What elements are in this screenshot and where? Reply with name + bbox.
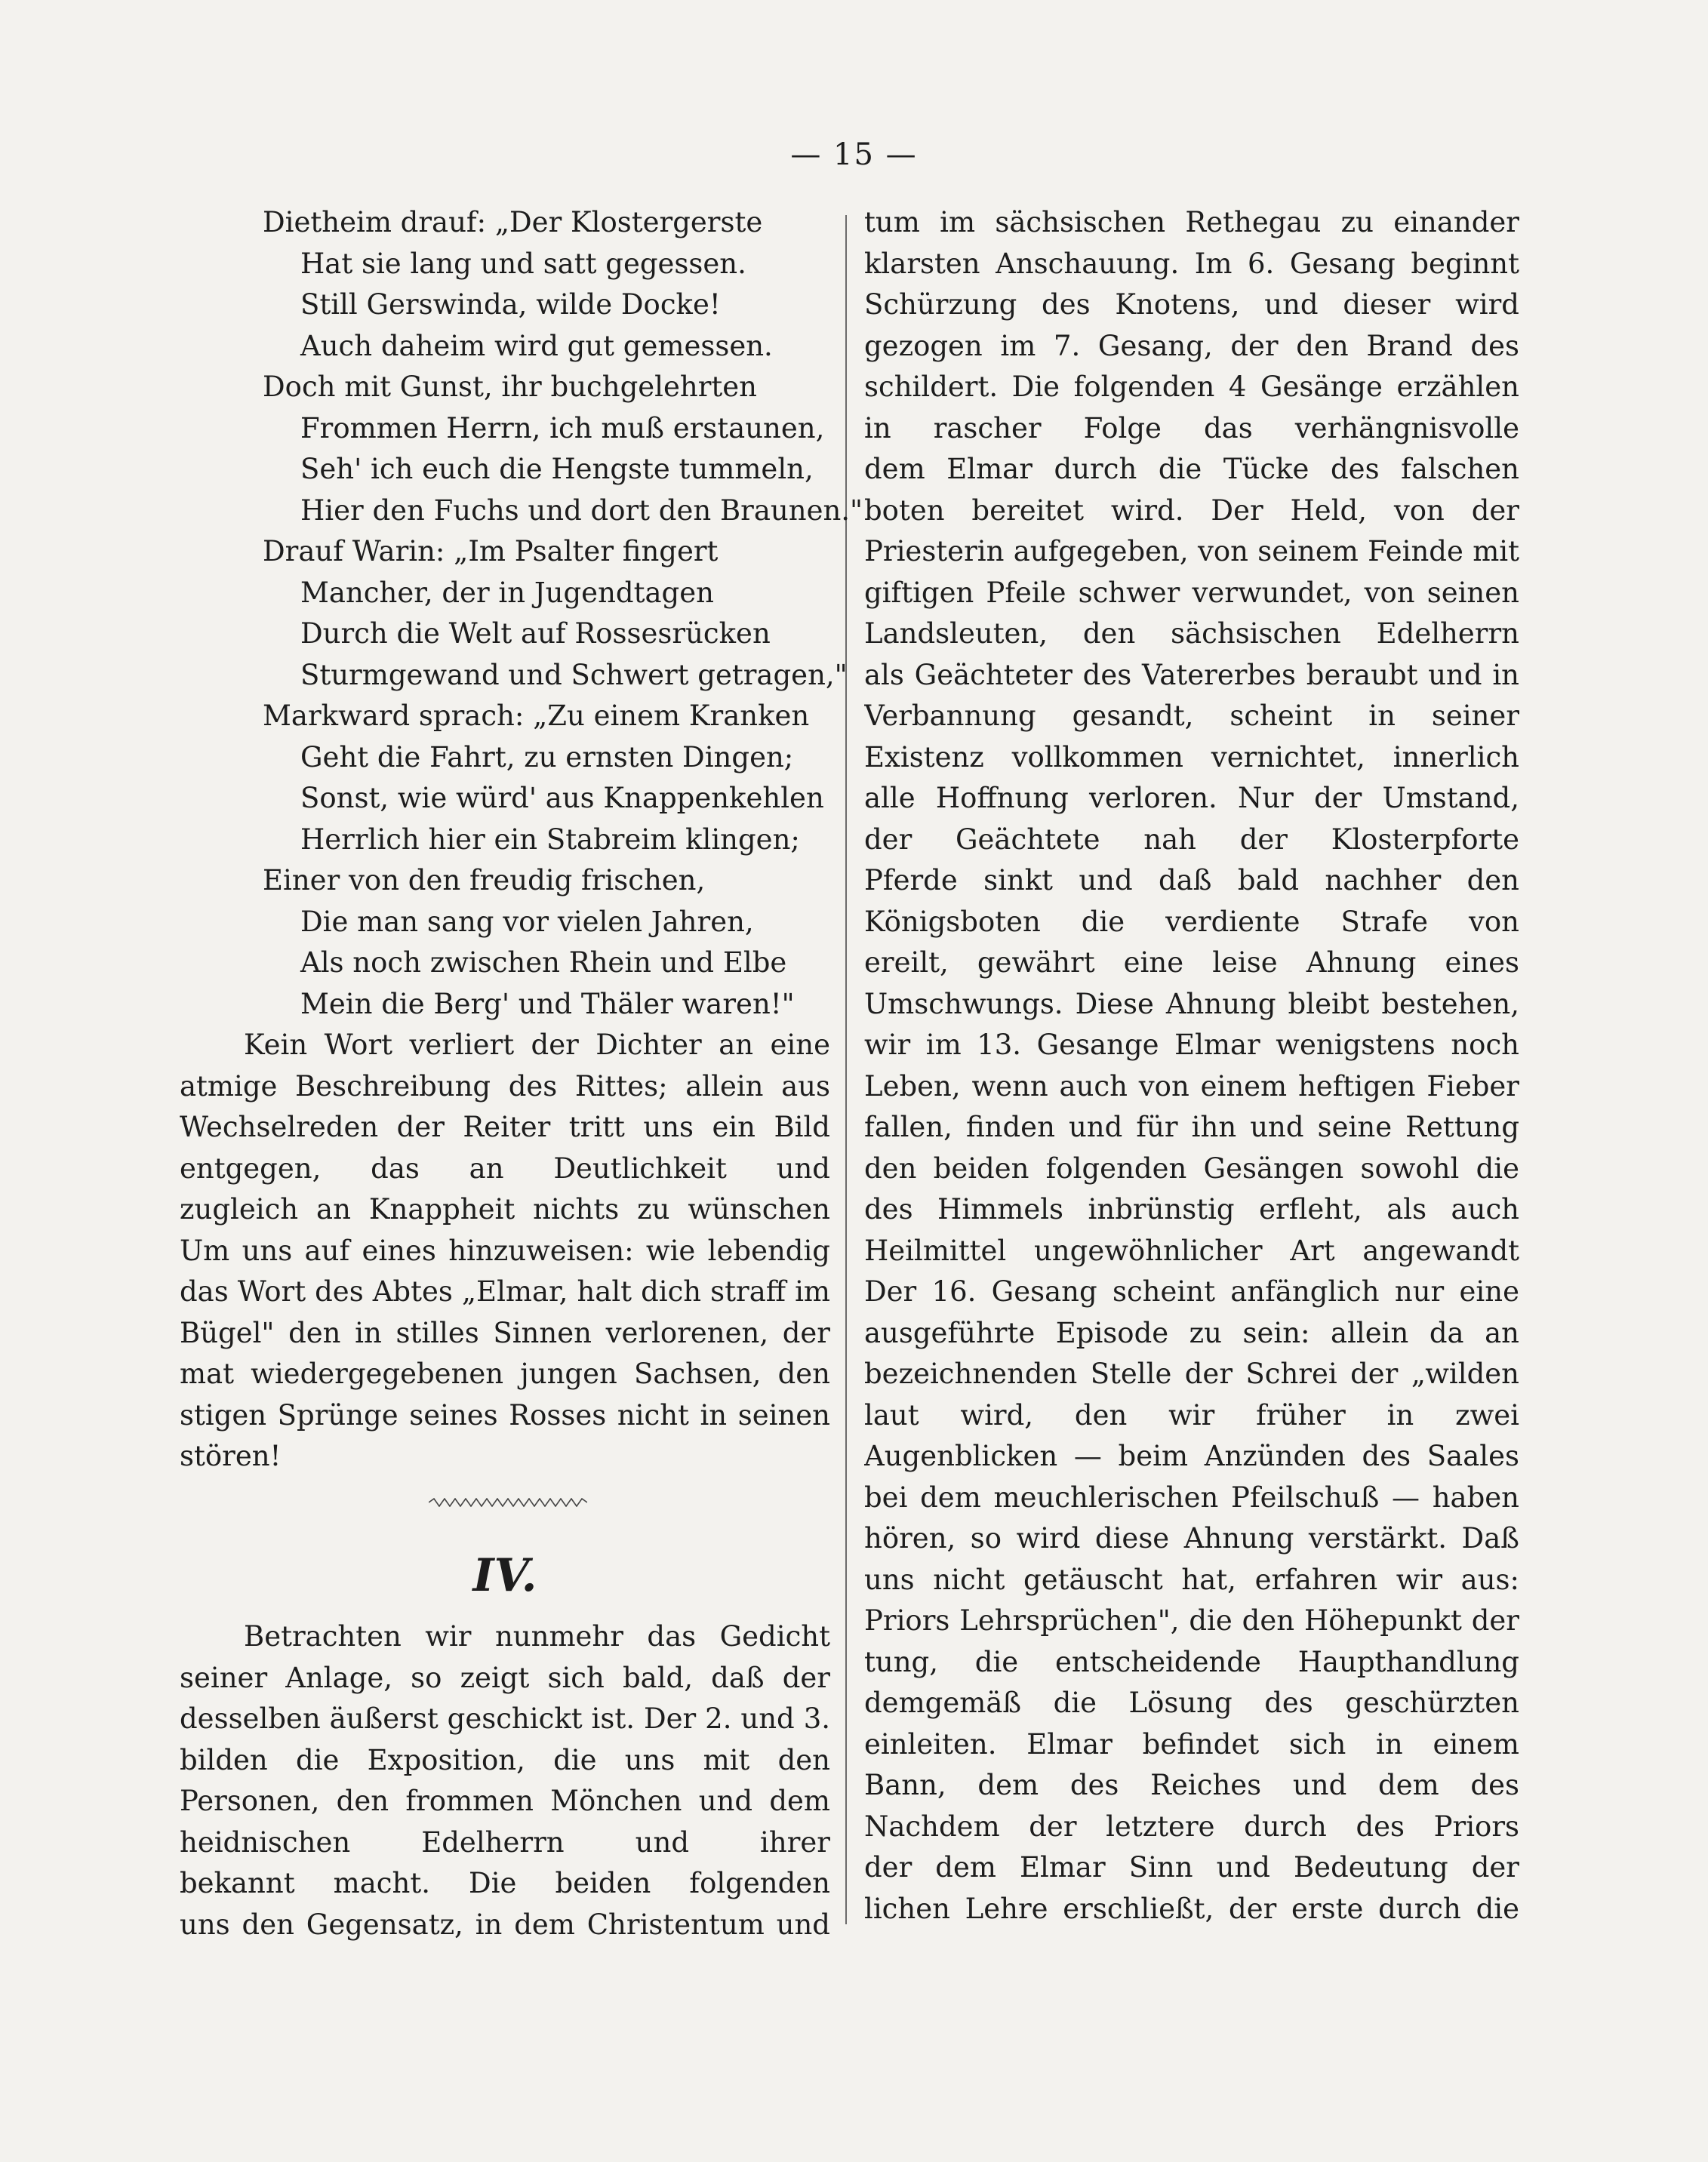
- text-line: gezogen im 7. Gesang, der den Brand des: [864, 329, 1519, 362]
- text-line: in rascher Folge das verhängnisvolle: [864, 411, 1519, 444]
- poem-line: Als noch zwischen Rhein und Elbe: [300, 946, 787, 979]
- text-line: Augenblicken — beim Anzünden des Saales: [864, 1440, 1519, 1472]
- text-line: Der 16. Gesang scheint anfänglich nur eine: [864, 1275, 1519, 1308]
- page-number: — 15 —: [790, 137, 918, 172]
- text-line: Betrachten wir nunmehr das Gedicht: [244, 1620, 830, 1653]
- text-line: uns nicht getäuscht hat, erfahren wir aus:: [864, 1563, 1519, 1596]
- text-line: entgegen, das an Deutlichkeit und: [180, 1152, 830, 1185]
- text-line: als Geächteter des Vatererbes beraubt und in: [864, 658, 1519, 691]
- poem-line: Doch mit Gunst, ihr buchgelehrten: [263, 371, 757, 403]
- poem-line: Mein die Berg' und Thäler waren!": [300, 987, 795, 1020]
- text-line: Wechselreden der Reiter tritt uns ein Bild: [180, 1111, 830, 1143]
- poem-line: Hier den Fuchs und dort den Braunen.": [300, 494, 863, 527]
- poem-line: Seh' ich euch die Hengste tummeln,: [300, 453, 814, 485]
- poem-stanzas: [180, 202, 863, 1025]
- poem-line: Sonst, wie würd' aus Knappenkehlen: [300, 782, 824, 814]
- section-heading: IV.: [472, 1549, 537, 1602]
- text-line: seiner Anlage, so zeigt sich bald, daß der: [180, 1661, 830, 1694]
- text-line: uns den Gegensatz, in dem Christentum und: [180, 1908, 830, 1941]
- text-line: dem Elmar durch die Tücke des falschen: [864, 453, 1519, 485]
- text-line: Kein Wort verliert der Dichter an eine: [244, 1029, 830, 1061]
- poem-line: Mancher, der in Jugendtagen: [300, 576, 714, 609]
- text-line: giftigen Pfeile schwer verwundet, von seinen: [864, 576, 1519, 609]
- text-line: den beiden folgenden Gesängen sowohl die: [864, 1152, 1519, 1185]
- text-line: schildert. Die folgenden 4 Gesänge erzählen: [864, 371, 1519, 403]
- poem-line: Still Gerswinda, wilde Docke!: [300, 288, 721, 321]
- text-line: demgemäß die Lösung des geschürzten: [864, 1687, 1519, 1719]
- text-line: mat wiedergegebenen jungen Sachsen, den: [180, 1358, 830, 1390]
- poem-line: Geht die Fahrt, zu ernsten Dingen;: [300, 740, 794, 773]
- text-line: stigen Sprünge seines Rosses nicht in seinen: [180, 1398, 830, 1432]
- text-line: einleiten. Elmar befindet sich in einem: [864, 1727, 1519, 1761]
- text-line: Umschwungs. Diese Ahnung bleibt bestehen,: [864, 987, 1519, 1020]
- text-line: fallen, finden und für ihn und seine Rettung: [864, 1111, 1519, 1143]
- poem-line: Durch die Welt auf Rossesrücken: [300, 617, 771, 650]
- poem-line: Einer von den freudig frischen,: [263, 864, 706, 896]
- text-line: Leben, wenn auch von einem heftigen Fieber: [864, 1069, 1519, 1103]
- text-line: Bügel" den in stilles Sinnen verlorenen, der: [180, 1316, 830, 1349]
- text-line: der dem Elmar Sinn und Bedeutung der: [864, 1851, 1519, 1884]
- text-line: stören!: [180, 1440, 282, 1472]
- text-line: Bann, dem des Reiches und dem des: [864, 1769, 1519, 1801]
- text-line: Nachdem der letztere durch des Priors: [864, 1810, 1519, 1843]
- poem-line: Die man sang vor vielen Jahren,: [300, 905, 754, 938]
- right-column: [864, 202, 1519, 1930]
- text-line: Priors Lehrsprüchen", die den Höhepunkt der: [864, 1604, 1519, 1637]
- text-line: lichen Lehre erschließt, der erste durch die: [864, 1892, 1519, 1925]
- text-line: heidnischen Edelherrn und ihrer: [180, 1825, 830, 1859]
- text-line: alle Hoffnung verloren. Nur der Umstand,: [864, 782, 1519, 814]
- text-line: hören, so wird diese Ahnung verstärkt. Daß: [864, 1522, 1519, 1555]
- poem-line: Auch daheim wird gut gemessen.: [300, 329, 773, 362]
- text-line: Existenz vollkommen vernichtet, innerlich: [864, 740, 1519, 773]
- text-line: Landsleuten, den sächsischen Edelherrn: [864, 617, 1519, 650]
- text-line: Priesterin aufgegeben, von seinem Feinde mit: [864, 535, 1519, 567]
- text-line: laut wird, den wir früher in zwei: [864, 1398, 1519, 1432]
- poem-line: Markward sprach: „Zu einem Kranken: [263, 700, 810, 732]
- text-line: Um uns auf eines hinzuweisen: wie lebendig: [180, 1234, 830, 1267]
- prose-paragraph-analysis: [864, 202, 1519, 1930]
- text-line: der Geächtete nah der Klosterpforte: [864, 823, 1519, 856]
- text-line: Heilmittel ungewöhnlicher Art angewandt: [864, 1234, 1519, 1267]
- text-line: ereilt, gewährt eine leise Ahnung eines: [864, 946, 1519, 979]
- prose-paragraph-ride: [180, 1025, 830, 1478]
- text-line: wir im 13. Gesange Elmar wenigstens noch: [864, 1029, 1519, 1061]
- text-line: ausgeführte Episode zu sein: allein da an: [864, 1316, 1519, 1349]
- text-line: klarsten Anschauung. Im 6. Gesang beginnt: [864, 247, 1519, 280]
- text-line: Personen, den frommen Mönchen und dem: [180, 1785, 830, 1817]
- text-line: desselben äußerst geschickt ist. Der 2. und 3.: [180, 1702, 830, 1735]
- poem-line: Drauf Warin: „Im Psalter fingert: [263, 535, 719, 567]
- text-line: atmige Beschreibung des Rittes; allein aus: [180, 1069, 830, 1103]
- text-line: tum im sächsischen Rethegau zu einander: [864, 206, 1519, 238]
- text-line: tung, die entscheidende Haupthandlung: [864, 1645, 1519, 1678]
- text-line: Schürzung des Knotens, und dieser wird: [864, 288, 1519, 321]
- left-column: [180, 202, 863, 1945]
- text-line: boten bereitet wird. Der Held, von der: [864, 494, 1519, 527]
- poem-line: Hat sie lang und satt gegessen.: [300, 247, 746, 280]
- poem-line: Herrlich hier ein Stabreim klingen;: [300, 823, 800, 856]
- text-line: bezeichnenden Stelle der Schrei der „wilden: [864, 1358, 1519, 1390]
- text-line: Pferde sinkt und daß bald nachher den: [864, 864, 1519, 896]
- prose-paragraph-structure: [180, 1616, 830, 1945]
- poem-line: Sturmgewand und Schwert getragen,": [300, 658, 848, 691]
- poem-line: Frommen Herrn, ich muß erstaunen,: [300, 411, 825, 444]
- text-line: bilden die Exposition, die uns mit den: [180, 1743, 830, 1776]
- text-line: zugleich an Knappheit nichts zu wünschen: [180, 1193, 830, 1226]
- text-line: das Wort des Abtes „Elmar, halt dich straff im: [180, 1275, 830, 1308]
- text-line: Verbannung gesandt, scheint in seiner: [864, 700, 1519, 732]
- text-line: bekannt macht. Die beiden folgenden: [180, 1867, 830, 1899]
- poem-line: Dietheim drauf: „Der Klostergerste: [263, 206, 763, 238]
- section-ornament: [429, 1498, 587, 1507]
- text-line: bei dem meuchlerischen Pfeilschuß — haben: [864, 1481, 1519, 1514]
- text-line: des Himmels inbrünstig erfleht, als auch: [864, 1193, 1519, 1226]
- column-divider: [845, 215, 847, 1924]
- text-line: Königsboten die verdiente Strafe von: [864, 905, 1519, 938]
